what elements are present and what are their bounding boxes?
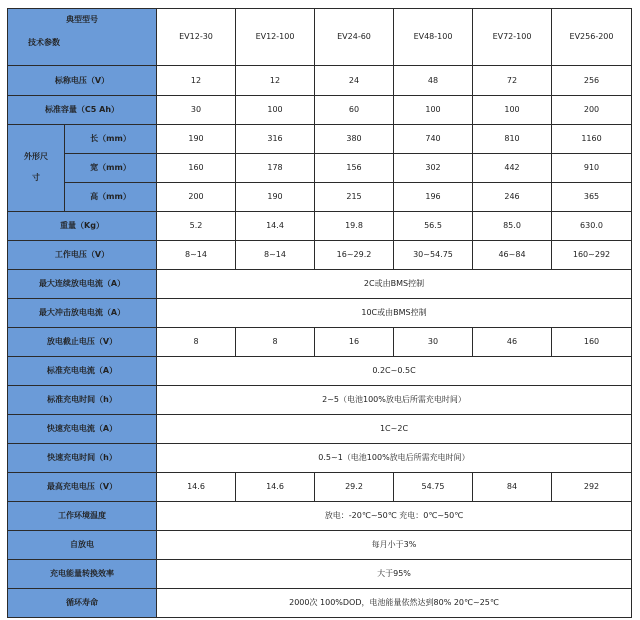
merged-value-cell: 2C或由BMS控制 xyxy=(157,270,632,299)
table-row xyxy=(8,212,632,241)
value-cell: 30~54.75 xyxy=(394,241,473,270)
value-cell: 630.0 xyxy=(552,212,632,241)
table-row xyxy=(8,415,632,444)
merged-value-cell: 放电：-20℃~50℃ 充电：0℃~50℃ xyxy=(157,502,632,531)
table-row xyxy=(8,502,632,531)
value-cell: 12 xyxy=(157,66,236,96)
value-cell: 302 xyxy=(394,154,473,183)
value-cell: 8 xyxy=(236,328,315,357)
row-label-cell: 标准充电时间（h） xyxy=(8,386,157,415)
merged-value-cell: 1C~2C xyxy=(157,415,632,444)
row-label-cell: 自放电 xyxy=(8,531,157,560)
model-header-cell: EV256-200 xyxy=(552,9,632,66)
row-label-cell: 标准容量（C5 Ah） xyxy=(8,96,157,125)
value-cell: 178 xyxy=(236,154,315,183)
value-cell: 19.8 xyxy=(315,212,394,241)
table-row xyxy=(8,66,632,96)
table-row xyxy=(8,589,632,618)
value-cell: 14.6 xyxy=(236,473,315,502)
table-row xyxy=(8,183,632,212)
value-cell: 5.2 xyxy=(157,212,236,241)
table-row xyxy=(8,299,632,328)
value-cell: 810 xyxy=(473,125,552,154)
model-header-cell: EV48-100 xyxy=(394,9,473,66)
merged-value-cell: 2000次 100%DOD，电池能量依然达到80% 20℃~25℃ xyxy=(157,589,632,618)
value-cell: 16~29.2 xyxy=(315,241,394,270)
row-label-cell: 最大连续放电电流（A） xyxy=(8,270,157,299)
table-row xyxy=(8,531,632,560)
header-corner-cell xyxy=(8,9,157,66)
value-cell: 910 xyxy=(552,154,632,183)
value-cell: 246 xyxy=(473,183,552,212)
value-cell: 48 xyxy=(394,66,473,96)
value-cell: 29.2 xyxy=(315,473,394,502)
value-cell: 72 xyxy=(473,66,552,96)
table-row xyxy=(8,357,632,386)
value-cell: 85.0 xyxy=(473,212,552,241)
value-cell: 190 xyxy=(236,183,315,212)
value-cell: 316 xyxy=(236,125,315,154)
merged-value-cell: 大于95% xyxy=(157,560,632,589)
header-row xyxy=(8,9,632,66)
merged-value-cell: 0.2C~0.5C xyxy=(157,357,632,386)
value-cell: 200 xyxy=(157,183,236,212)
model-header-cell: EV72-100 xyxy=(473,9,552,66)
table-row xyxy=(8,444,632,473)
value-cell: 12 xyxy=(236,66,315,96)
table-row xyxy=(8,473,632,502)
value-cell: 190 xyxy=(157,125,236,154)
row-label-cell: 工作电压（V） xyxy=(8,241,157,270)
table-row xyxy=(8,241,632,270)
row-label-cell: 重量（Kg） xyxy=(8,212,157,241)
value-cell: 8~14 xyxy=(236,241,315,270)
value-cell: 156 xyxy=(315,154,394,183)
row-label-cell: 快速充电电流（A） xyxy=(8,415,157,444)
model-header-cell: EV24-60 xyxy=(315,9,394,66)
value-cell: 100 xyxy=(394,96,473,125)
value-cell: 46~84 xyxy=(473,241,552,270)
corner-model-label: 典型型号 xyxy=(66,15,98,24)
value-cell: 380 xyxy=(315,125,394,154)
value-cell: 256 xyxy=(552,66,632,96)
table-row xyxy=(8,154,632,183)
row-label-cell: 工作环境温度 xyxy=(8,502,157,531)
value-cell: 196 xyxy=(394,183,473,212)
merged-value-cell: 0.5~1（电池100%放电后所需充电时间） xyxy=(157,444,632,473)
sub-label-cell: 长（mm） xyxy=(65,125,157,154)
merged-value-cell: 10C或由BMS控制 xyxy=(157,299,632,328)
row-label-cell: 循环寿命 xyxy=(8,589,157,618)
value-cell: 100 xyxy=(236,96,315,125)
value-cell: 292 xyxy=(552,473,632,502)
table-row xyxy=(8,270,632,299)
value-cell: 14.6 xyxy=(157,473,236,502)
value-cell: 1160 xyxy=(552,125,632,154)
row-label-cell: 放电截止电压（V） xyxy=(8,328,157,357)
value-cell: 365 xyxy=(552,183,632,212)
row-label-cell: 充电能量转换效率 xyxy=(8,560,157,589)
value-cell: 60 xyxy=(315,96,394,125)
value-cell: 442 xyxy=(473,154,552,183)
value-cell: 54.75 xyxy=(394,473,473,502)
value-cell: 56.5 xyxy=(394,212,473,241)
merged-value-cell: 每月小于3% xyxy=(157,531,632,560)
value-cell: 160~292 xyxy=(552,241,632,270)
table-row xyxy=(8,125,632,154)
value-cell: 8~14 xyxy=(157,241,236,270)
row-label-cell: 最大冲击放电电流（A） xyxy=(8,299,157,328)
value-cell: 160 xyxy=(157,154,236,183)
model-header-cell: EV12-30 xyxy=(157,9,236,66)
table-row xyxy=(8,328,632,357)
value-cell: 740 xyxy=(394,125,473,154)
table-row xyxy=(8,96,632,125)
value-cell: 100 xyxy=(473,96,552,125)
value-cell: 14.4 xyxy=(236,212,315,241)
row-label-cell: 标称电压（V） xyxy=(8,66,157,96)
corner-param-label: 技术参数 xyxy=(28,38,60,48)
spec-table xyxy=(7,8,632,618)
sub-label-cell: 宽（mm） xyxy=(65,154,157,183)
value-cell: 8 xyxy=(157,328,236,357)
value-cell: 30 xyxy=(394,328,473,357)
row-label-cell: 快速充电时间（h） xyxy=(8,444,157,473)
table-row xyxy=(8,386,632,415)
value-cell: 30 xyxy=(157,96,236,125)
value-cell: 200 xyxy=(552,96,632,125)
value-cell: 215 xyxy=(315,183,394,212)
merged-value-cell: 2~5（电池100%放电后所需充电时间） xyxy=(157,386,632,415)
group-label-cell: 外形尺寸 xyxy=(8,125,65,212)
value-cell: 46 xyxy=(473,328,552,357)
value-cell: 16 xyxy=(315,328,394,357)
table-row xyxy=(8,560,632,589)
row-label-cell: 标准充电电流（A） xyxy=(8,357,157,386)
value-cell: 84 xyxy=(473,473,552,502)
value-cell: 24 xyxy=(315,66,394,96)
model-header-cell: EV12-100 xyxy=(236,9,315,66)
sub-label-cell: 高（mm） xyxy=(65,183,157,212)
value-cell: 160 xyxy=(552,328,632,357)
row-label-cell: 最高充电电压（V） xyxy=(8,473,157,502)
